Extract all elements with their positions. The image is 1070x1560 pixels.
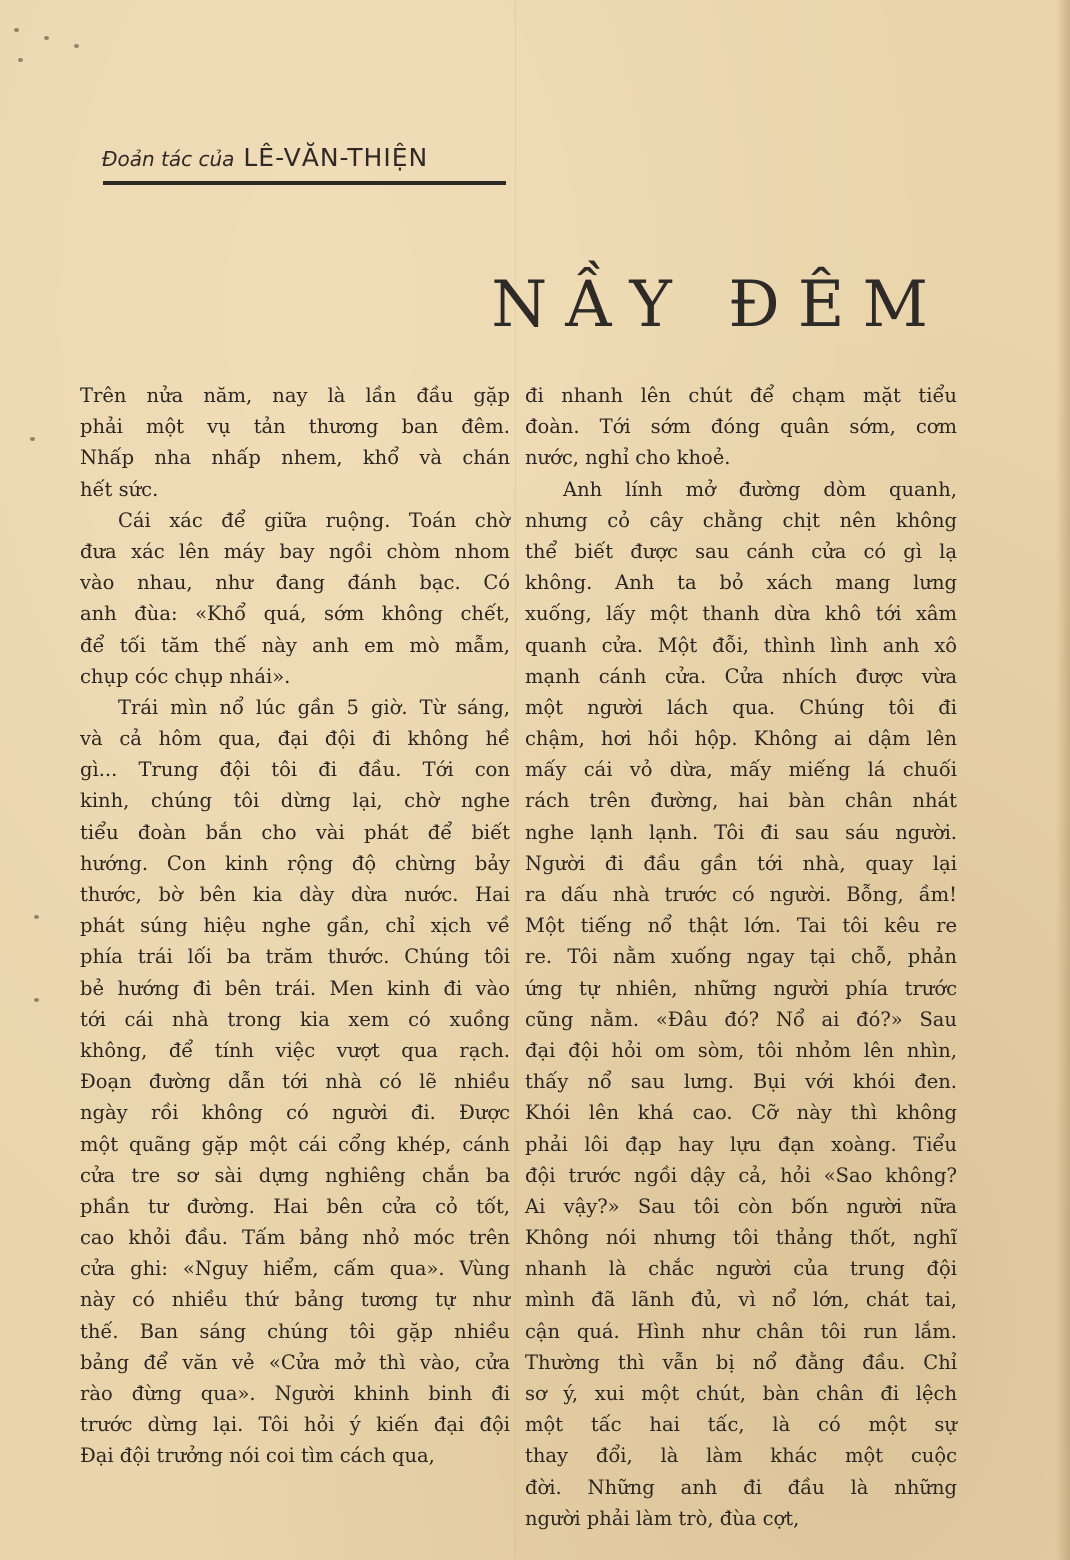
text-line: Thường thì vẫn bị nổ đằng đầu. Chỉ <box>525 1350 957 1374</box>
byline-author: LÊ-VĂN-THIỆN <box>243 143 429 172</box>
text-line: Trái mìn nổ lúc gần 5 giờ. Từ sáng, <box>118 695 510 719</box>
text-line: Nhấp nha nhấp nhem, khổ và chán <box>80 446 510 470</box>
paper-speck <box>34 915 39 919</box>
text-line: Anh lính mở đường dòm quanh, <box>563 477 957 501</box>
text-line: đội trước ngồi dậy cả, hỏi «Sao không? <box>525 1163 957 1187</box>
text-line: bẻ hướng đi bên trái. Men kinh đi vào <box>80 976 510 1000</box>
text-line: thay đổi, là làm khác một cuộc <box>525 1444 957 1468</box>
text-line: một người lách qua. Chúng tôi đi <box>525 695 957 719</box>
byline-rule <box>103 181 506 185</box>
text-line: ra dấu nhà trước có người. Bỗng, ầm! <box>525 883 957 906</box>
text-line: rách trên đường, hai bàn chân nhát <box>525 789 957 813</box>
text-line: Đại đội trưởng nói coi tìm cách qua, <box>80 1444 435 1468</box>
paper-fold <box>515 0 516 1560</box>
text-line: một quãng gặp một cái cổng khép, cánh <box>80 1132 510 1156</box>
text-line: phát súng hiệu nghe gần, chỉ xịch về <box>80 914 510 938</box>
text-line: mạnh cánh cửa. Cửa nhích được vừa <box>525 664 957 688</box>
text-line: gì... Trung đội tôi đi đầu. Tới con <box>80 758 510 782</box>
text-line: xuống, lấy một thanh dừa khô tới xâm <box>525 602 957 626</box>
byline-prefix: Đoản tác của <box>102 147 235 171</box>
text-line: ngày rồi không có người đi. Được <box>80 1101 510 1125</box>
text-line: cao khỏi đầu. Tấm bảng nhỏ móc trên <box>80 1226 510 1250</box>
text-line: thấy nổ sau lưng. Bụi với khói đen. <box>525 1070 957 1094</box>
text-line: không. Anh ta bỏ xách mang lưng <box>525 571 957 595</box>
text-line: chậm, hơi hồi hộp. Không ai dậm lên <box>525 727 957 751</box>
text-line: mình đã lãnh đủ, vì nổ lớn, chát tai, <box>525 1288 957 1312</box>
text-line: quanh cửa. Một đỗi, thình lình anh xô <box>525 633 957 657</box>
paper-speck <box>14 28 19 32</box>
text-line: anh đùa: «Khổ quá, sớm không chết, <box>80 602 510 626</box>
text-column-left <box>80 380 510 1472</box>
text-line: nghe lạnh lạnh. Tôi đi sau sáu người. <box>525 820 957 844</box>
text-line: phải một vụ tản thương ban đêm. <box>80 415 510 439</box>
text-line: trước dừng lại. Tôi hỏi ý kiến đại đội <box>80 1413 510 1437</box>
text-line: ứng tự nhiên, những người phía trước <box>525 976 957 1000</box>
text-line: thể biết được sau cánh cửa có gì lạ <box>525 539 957 563</box>
text-line: này có nhiều thứ bảng tương tự như <box>80 1288 510 1312</box>
text-line: đưa xác lên máy bay ngồi chòm nhom <box>80 539 510 563</box>
text-line: đời. Những anh đi đầu là những <box>525 1475 957 1499</box>
article-title: NẦY ĐÊM <box>491 268 946 342</box>
text-line: đại đội hỏi om sòm, tôi nhỏm lên nhìn, <box>525 1038 957 1062</box>
text-line: cận quá. Hình như chân tôi run lắm. <box>525 1319 957 1343</box>
text-line: để tối tăm thế này anh em mò mẫm, <box>80 633 510 657</box>
text-line: Trên nửa năm, nay là lần đầu gặp <box>80 384 510 407</box>
text-line: và cả hôm qua, đại đội đi không hề <box>80 727 510 751</box>
text-line: đoàn. Tới sớm đóng quân sớm, cơm <box>525 415 957 439</box>
text-line: cửa tre sơ sài dựng nghiêng chắn ba <box>80 1163 510 1187</box>
text-line: re. Tôi nằm xuống ngay tại chỗ, phản <box>525 945 957 969</box>
text-line: chụp cóc chụp nhái». <box>80 664 291 688</box>
text-line: Người đi đầu gần tới nhà, quay lại <box>525 851 957 875</box>
text-line: Ai vậy?» Sau tôi còn bốn người nữa <box>525 1194 957 1218</box>
text-column-right <box>525 380 957 1534</box>
text-line: sơ ý, xui một chút, bàn chân đi lệch <box>525 1382 957 1405</box>
text-line: người phải làm trò, đùa cợt, <box>525 1506 800 1530</box>
text-line: đi nhanh lên chút để chạm mặt tiểu <box>525 384 957 407</box>
byline <box>102 143 428 172</box>
text-line: Một tiếng nổ thật lớn. Tai tôi kêu re <box>525 914 957 938</box>
text-line: Khói lên khá cao. Cỡ này thì không <box>525 1101 957 1125</box>
text-line: Cái xác để giữa ruộng. Toán chờ <box>118 508 510 532</box>
text-line: không, để tính việc vượt qua rạch. <box>80 1038 510 1062</box>
text-line: mấy cái vỏ dừa, mấy miếng lá chuối <box>525 758 957 782</box>
paper-speck <box>30 437 35 441</box>
text-line: nhưng cỏ cây chằng chịt nên không <box>525 508 957 532</box>
text-line: phải lôi đạp hay lựu đạn xoàng. Tiểu <box>525 1132 957 1156</box>
text-line: hướng. Con kinh rộng độ chừng bảy <box>80 851 510 875</box>
paper-speck <box>34 998 39 1002</box>
text-line: bảng để văn vẻ «Cửa mở thì vào, cửa <box>80 1350 510 1374</box>
text-line: thước, bờ bên kia dày dừa nước. Hai <box>80 883 510 906</box>
text-line: phần tư đường. Hai bên cửa cỏ tốt, <box>80 1194 510 1218</box>
text-line: tiểu đoàn bắn cho vài phát để biết <box>80 820 510 844</box>
text-line: hết sức. <box>80 477 159 501</box>
text-line: vào nhau, như đang đánh bạc. Có <box>80 571 510 595</box>
text-line: cũng nằm. «Đâu đó? Nổ ai đó?» Sau <box>525 1007 957 1031</box>
paper-edge <box>1056 0 1070 1560</box>
text-line: một tấc hai tấc, là có một sự <box>525 1413 957 1437</box>
paper-speck <box>18 58 23 62</box>
text-line: cửa ghi: «Nguy hiểm, cấm qua». Vùng <box>80 1257 510 1281</box>
text-line: nhanh là chắc người của trung đội <box>525 1257 957 1281</box>
paper-speck <box>74 44 79 48</box>
text-line: kinh, chúng tôi dừng lại, chờ nghe <box>80 789 510 813</box>
text-line: phía trái lối ba trăm thước. Chúng tôi <box>80 945 510 969</box>
text-line: tới cái nhà trong kia xem có xuồng <box>80 1007 510 1031</box>
text-line: nước, nghỉ cho khoẻ. <box>525 446 731 470</box>
text-line: rào đừng qua». Người khinh binh đi <box>80 1382 510 1405</box>
paper-speck <box>44 36 49 40</box>
text-line: Không nói nhưng tôi thảng thốt, nghĩ <box>525 1226 957 1250</box>
text-line: Đoạn đường dẫn tới nhà có lẽ nhiều <box>80 1070 510 1094</box>
text-line: thế. Ban sáng chúng tôi gặp nhiều <box>80 1319 510 1343</box>
